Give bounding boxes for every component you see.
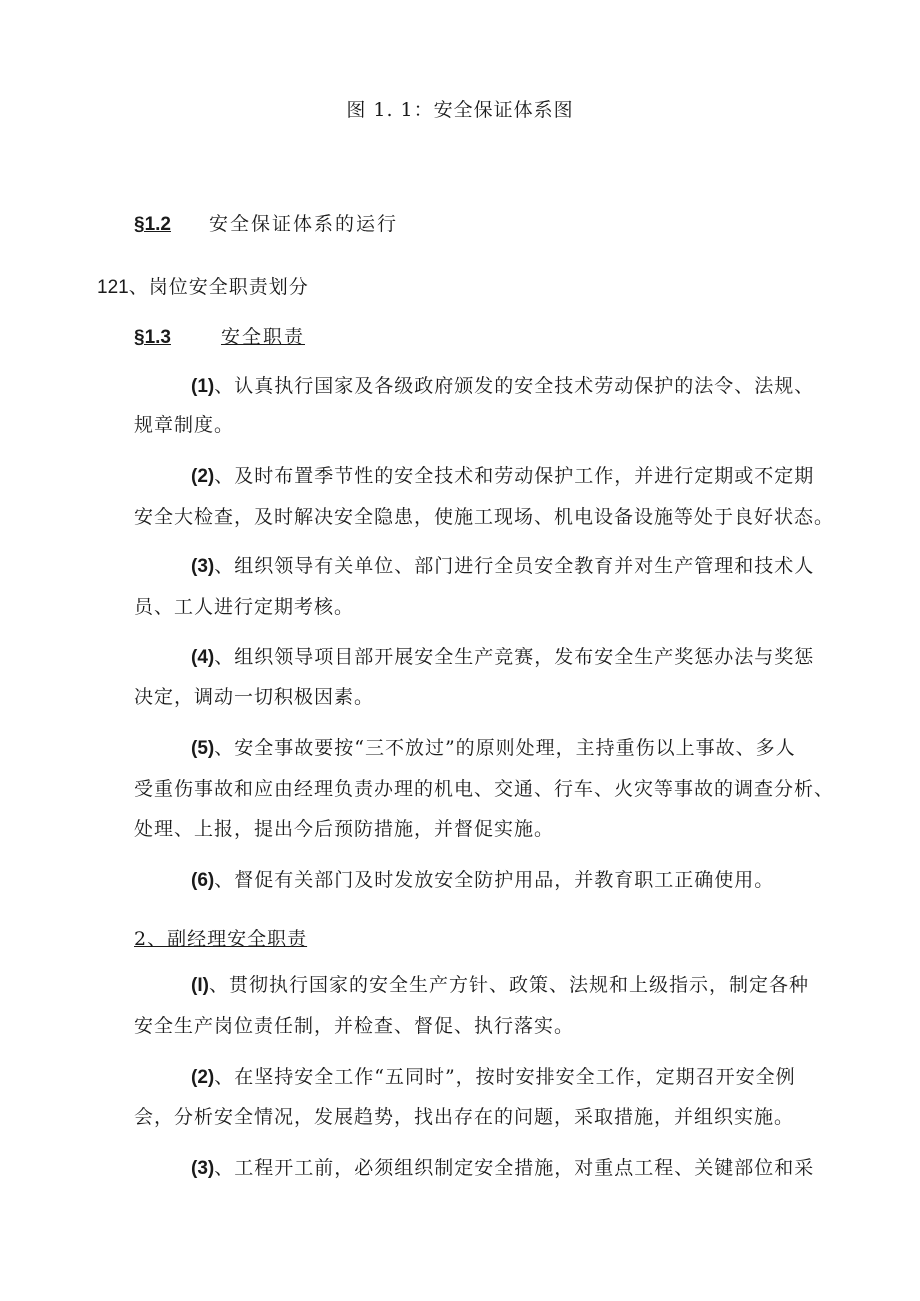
list-item-line: [191, 553, 814, 580]
section-heading-1-3: [134, 324, 305, 351]
section-heading-2: 2、副经理安全职责: [134, 928, 308, 950]
list-item-continuation: 受重伤事故和应由经理负责办理的机电、交通、行车、火灾等事故的调查分析、: [134, 778, 835, 800]
section-title: 安全职责: [220, 326, 305, 348]
section-number: §1.3: [134, 327, 171, 348]
item-text: 、组织领导项目部开展安全生产竞赛，发布安全生产奖惩办法与奖惩: [214, 646, 815, 668]
section-title: 安全保证体系的运行: [208, 213, 398, 235]
item-number: (3): [191, 1158, 215, 1179]
item-text: 、工程开工前，必须组织制定安全措施，对重点工程、关键部位和采: [214, 1157, 815, 1179]
list-item-continuation: 决定，调动一切积极因素。: [134, 686, 375, 708]
list-item-continuation: 会，分析安全情况，发展趋势，找出存在的问题，采取措施，并组织实施。: [134, 1106, 795, 1128]
item-number: (2): [191, 1067, 215, 1088]
item-number: (1): [191, 376, 215, 397]
list-item-continuation: 安全大检查，及时解决安全隐患，使施工现场、机电设备设施等处于良好状态。: [134, 506, 835, 528]
item-number: (6): [191, 870, 215, 891]
section-number: §1.2: [134, 214, 171, 235]
item-number: (I): [191, 975, 209, 996]
list-item-continuation: 安全生产岗位责任制，并检查、督促、执行落实。: [134, 1015, 575, 1037]
list-item-line: [191, 644, 814, 671]
list-item-line: [191, 1064, 796, 1091]
item-number: (3): [191, 556, 215, 577]
subsection-heading-121: [97, 274, 309, 301]
list-item-line: [191, 735, 796, 762]
item-text: 、在坚持安全工作“五同时”，按时安排安全工作，定期召开安全例: [214, 1066, 796, 1088]
item-number: (2): [191, 466, 215, 487]
item-text: 、认真执行国家及各级政府颁发的安全技术劳动保护的法令、法规、: [214, 375, 815, 397]
item-text: 、安全事故要按“三不放过”的原则处理，主持重伤以上事故、多人: [214, 737, 796, 759]
section-heading-1-2: [134, 211, 398, 238]
list-item-line: [191, 972, 809, 999]
list-item-line: [191, 463, 814, 490]
list-item-line: [191, 1155, 814, 1182]
item-text: 、贯彻执行国家的安全生产方针、政策、法规和上级指示，制定各种: [208, 974, 809, 996]
list-item-continuation: 处理、上报，提出今后预防措施，并督促实施。: [134, 818, 555, 840]
subsection-title: 、岗位安全职责划分: [128, 276, 309, 298]
list-item-continuation: 规章制度。: [134, 414, 235, 436]
figure-caption: 图 1. 1：安全保证体系图: [346, 99, 574, 121]
list-item-line: [191, 867, 774, 894]
list-item-continuation: 员、工人进行定期考核。: [134, 596, 355, 618]
item-text: 、及时布置季节性的安全技术和劳动保护工作，并进行定期或不定期: [214, 465, 815, 487]
subsection-number: 121: [97, 277, 129, 298]
item-text: 、督促有关部门及时发放安全防护用品，并教育职工正确使用。: [214, 869, 775, 891]
item-number: (5): [191, 738, 215, 759]
item-number: (4): [191, 647, 215, 668]
list-item-line: [191, 373, 814, 400]
item-text: 、组织领导有关单位、部门进行全员安全教育并对生产管理和技术人: [214, 555, 815, 577]
